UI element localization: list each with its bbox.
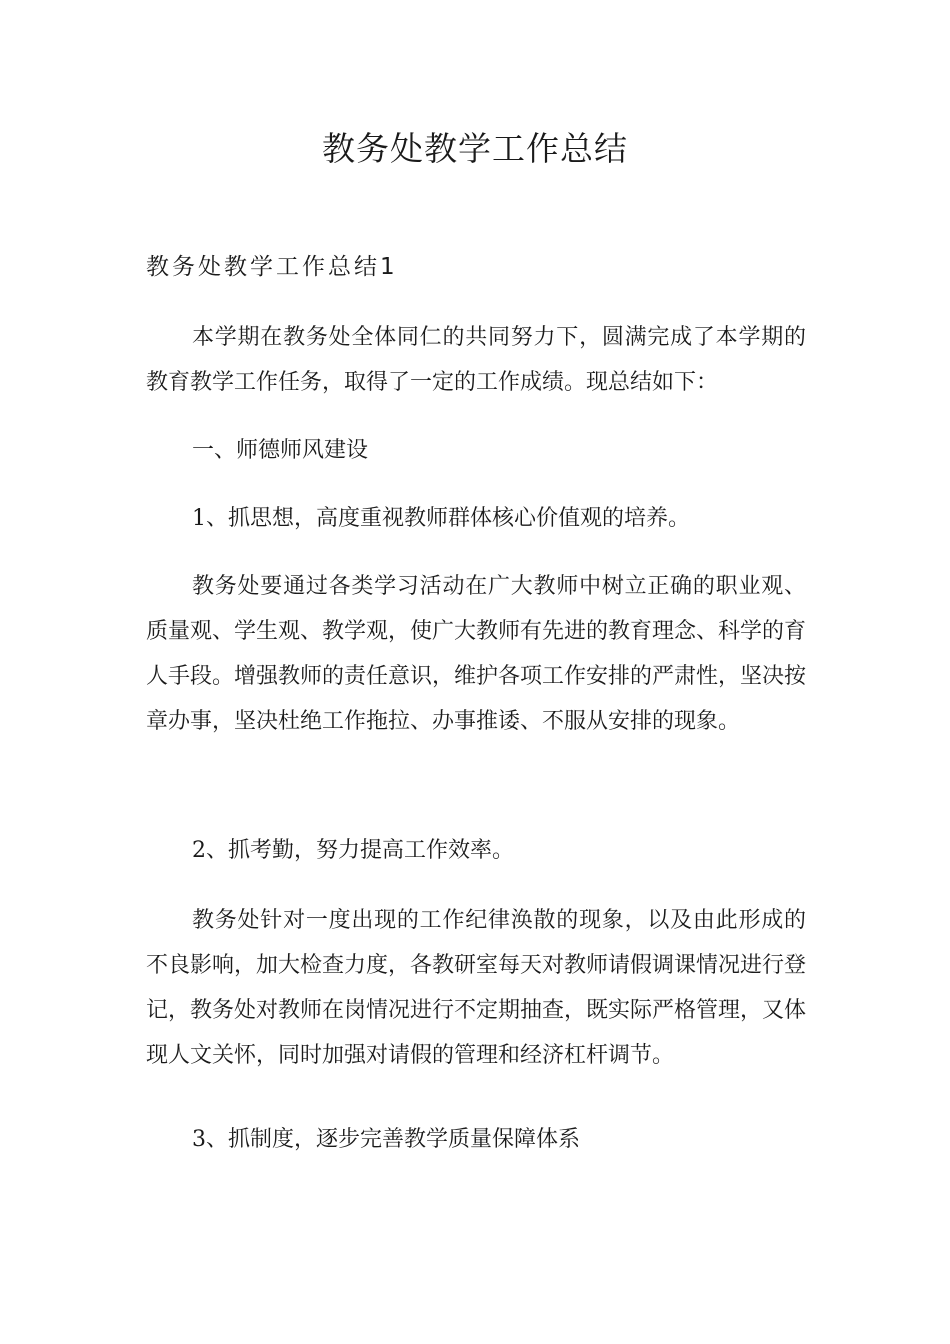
document-title: 教务处教学工作总结 [322,129,628,168]
paragraph-item-2: 教务处针对一度出现的工作纪律涣散的现象，以及由此形成的不良影响，加大检查力度，各教研室每天对教师请假调课情况进行登记，教务处对教师在岗情况进行不定期抽查，既实际严格管理，又体现人文关怀，同时加强对请假的管理和经济杠杆调节。 [146,908,807,1068]
item-2-heading: 2、抓考勤，努力提高工作效率。 [192,838,514,863]
paragraph-intro: 本学期在教务处全体同仁的共同努力下，圆满完成了本学期的教育教学工作任务，取得了一定的工作成绩。现总结如下： [146,325,806,395]
paragraph-item-1: 教务处要通过各类学习活动在广大教师中树立正确的职业观、质量观、学生观、教学观，使广大教师有先进的教育理念、科学的育人手段。增强教师的责任意识，维护各项工作安排的严肃性，坚决按章办事，坚决杜绝工作拖拉、办事推诿、不服从安排的现象。 [146,574,807,734]
section-subtitle: 教务处教学工作总结1 [146,254,398,280]
item-3-heading: 3、抓制度，逐步完善教学质量保障体系 [192,1127,580,1152]
heading-section-1: 一、师德师风建设 [192,438,369,463]
item-1-heading: 1、抓思想，高度重视教师群体核心价值观的培养。 [192,506,690,531]
